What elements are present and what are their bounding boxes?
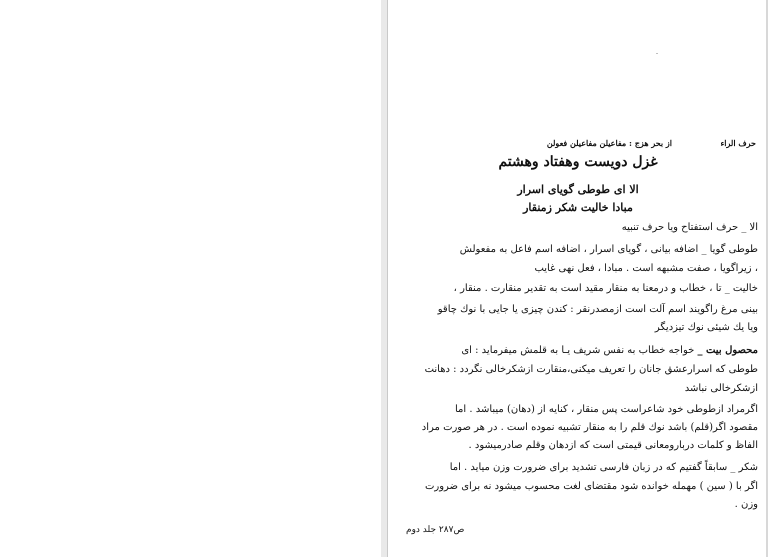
header-section: حرف الراء xyxy=(720,138,756,148)
header-meter: از بحر هزج : مفاعیلن مفاعیلن فعولن xyxy=(546,138,672,148)
text-line: وزن . xyxy=(734,499,758,510)
text-line: ، زیراگویا ، صفت مشبهه است . مبادا ، فعل نهی غایب xyxy=(534,263,758,274)
text-line: الفاظ و کلمات دربارومعانی قیمتی است که ازدهان وقلم صادرمیشود . xyxy=(468,440,758,451)
left-page-blank xyxy=(0,0,382,557)
verse-line-2: مبادا خالیت شکر زمنقار xyxy=(523,201,633,214)
page-footer: ص۲۸۷ جلد دوم xyxy=(406,525,465,535)
text-line: اگر با ( سین ) مهمله خوانده شود مقتضای لغت محسوب میشود نه برای ضرورت xyxy=(424,481,758,492)
text-line: خالیت _ تا ، خطاب و درمعنا به منقار مقید است به تقدیر منقارت . منقار ، xyxy=(453,283,758,294)
text-line: ویا یك شیئی نوك تیزدیگر xyxy=(654,322,758,333)
right-page xyxy=(388,0,768,557)
text-line: طوطی که اسرارعشق جانان را تعریف میکنی،منقارت ازشکرخالی نگردد : دهانت xyxy=(424,364,758,375)
page-gutter xyxy=(381,0,388,557)
ghazal-title: غزل دویست وهفتاد وهشتم xyxy=(498,154,658,170)
text-line: طوطی گویا _ اضافه بیانی ، گویای اسرار ، اضافه اسم فاعل به مفعولش xyxy=(459,244,758,255)
page-mark: - xyxy=(656,50,659,57)
summary-text: خواجه خطاب به نفس شریف یـا به قلمش میفرماید : ای xyxy=(461,345,695,356)
text-line: الا _ حرف استفتاح ویا حرف تنبیه xyxy=(621,222,758,233)
text-line: شکر _ سابقاً گفتیم که در زبان فارسی تشدید برای ضرورت وزن میاید . اما xyxy=(449,462,758,473)
summary-label: محصول بیت _ xyxy=(697,345,758,356)
text-line: مقصود اگر(قلم) باشد نوك قلم را به منقار تشبیه نموده است . در هر صورت مراد xyxy=(421,422,758,433)
text-line: بینی مرغ راگویند اسم آلت است ازمصدرنقر : کندن چیزی یا جایی با نوك چاقو xyxy=(437,304,758,315)
text-line: اگرمراد ازطوطی خود شاعراست پس منقار ، کنایه از (دهان) میباشد . اما xyxy=(454,404,758,415)
verse-line-1: الا ای طوطی گویای اسرار xyxy=(517,183,639,196)
text-line: ازشکرخالی نباشد xyxy=(684,383,758,394)
summary-line xyxy=(408,345,758,356)
running-header xyxy=(398,138,756,150)
